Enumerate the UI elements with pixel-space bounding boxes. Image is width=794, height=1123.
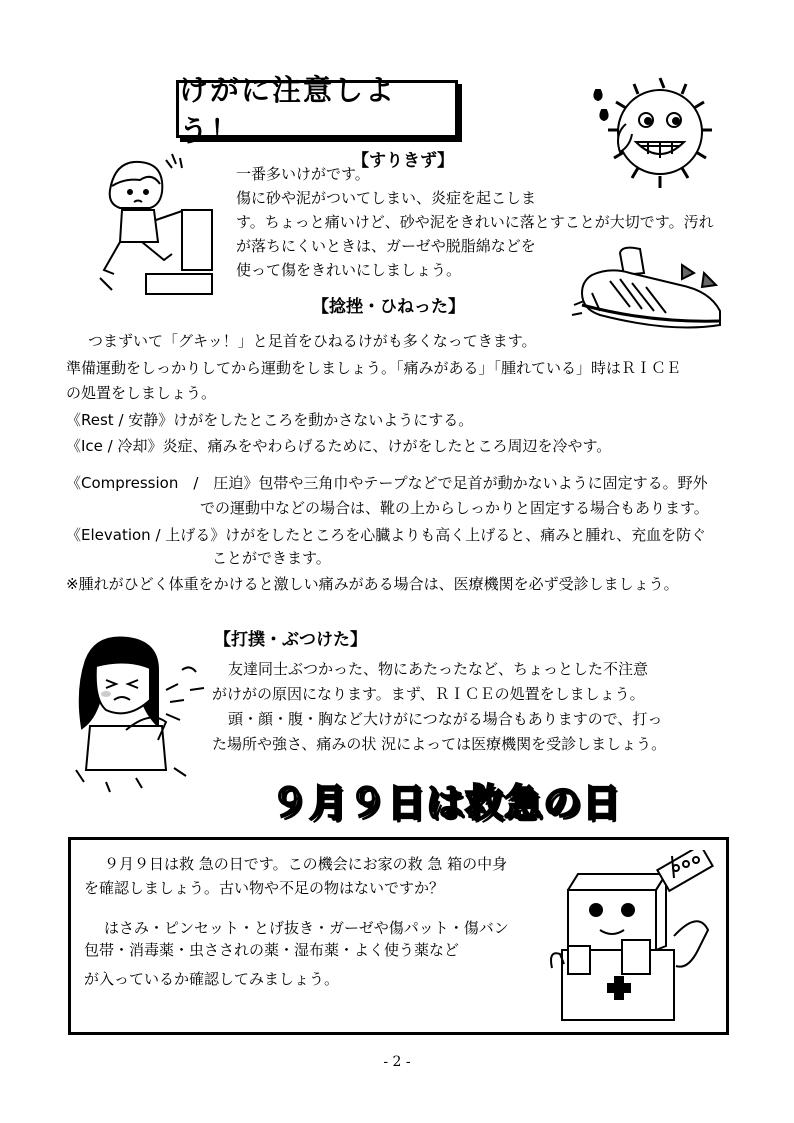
first-aid-kit-illustration bbox=[548, 850, 718, 1026]
page-title: けがに注意しよう！ bbox=[179, 73, 397, 148]
sprain-heading: 【捻挫・ひねった】 bbox=[312, 297, 465, 317]
bruise-line: 頭・顔・腹・胸など大けがにつながる場合もありますので、打っ bbox=[228, 710, 663, 728]
kit-line: を確認しましょう。古い物や不足の物はないですか？ bbox=[84, 879, 445, 897]
sneaker-illustration bbox=[570, 245, 730, 340]
sprain-line: 準備運動をしっかりしてから運動をしましょう。「痛みがある」「腫れている」時はＲＩＣＥ bbox=[66, 359, 682, 377]
kit-line: ９月９日は救 急の日です。この機会にお家の救 急 箱の中身 bbox=[104, 855, 508, 873]
sprain-line: ことができます。 bbox=[212, 549, 331, 567]
bruise-line: 友達同士ぶつかった、物にあたったなど、ちょっとした不注意 bbox=[228, 660, 649, 678]
sprain-line: での運動中などの場合は、靴の上からしっかりと固定する場合もあります。 bbox=[200, 499, 709, 517]
kit-line: 包帯・消毒薬・虫さされの薬・湿布薬・よく使う薬など bbox=[84, 941, 460, 959]
girl-scrape-illustration bbox=[80, 150, 230, 300]
sprain-line: の処置をしましょう。 bbox=[66, 384, 217, 402]
scrape-heading: 【すりきず】 bbox=[352, 151, 454, 171]
emergency-day-title: ９月９日は救急の日 bbox=[270, 781, 622, 825]
bruise-line: た場所や強さ、痛みの状 況によっては医療機関を受診しましょう。 bbox=[212, 735, 667, 753]
sprain-line: つまずいて「グキッ！」と足首をひねるけがも多くなってきます。 bbox=[88, 332, 537, 350]
sprain-line: 《Elevation / 上げる》けがをしたところを心臓よりも高く上げると、痛みと腫れ、充血を防ぐ bbox=[66, 526, 707, 544]
scrape-line: す。ちょっと痛いけど、砂や泥をきれいに落とすことが大切です。汚れ bbox=[236, 213, 714, 231]
kit-line: が入っているか確認してみましょう。 bbox=[84, 970, 340, 988]
sprain-line: 《Rest / 安静》けがをしたところを動かさないようにする。 bbox=[66, 411, 474, 429]
bruise-heading: 【打撲・ぶつけた】 bbox=[214, 630, 367, 650]
title-box bbox=[176, 73, 458, 148]
sun-face-illustration bbox=[590, 74, 720, 194]
scrape-line: 使って傷をきれいにしましょう。 bbox=[236, 261, 462, 279]
sprain-line: 《Compression / 圧迫》包帯や三角巾やテープなどで足首が動かないように固定する。野外 bbox=[66, 474, 708, 492]
page-number: - 2 - bbox=[383, 1054, 411, 1070]
scrape-line: 傷に砂や泥がついてしまい、炎症を起こしま bbox=[236, 189, 537, 207]
scrape-line: が落ちにくいときは、ガーゼや脱脂綿などを bbox=[236, 237, 536, 255]
sprain-line: 《Ice / 冷却》炎症、痛みをやわらげるために、けがをしたところ周辺を冷やす。 bbox=[66, 437, 612, 455]
kit-line: はさみ・ピンセット・とげ抜き・ガーゼや傷パット・傷バン bbox=[104, 919, 509, 937]
scrape-line: 一番多いけがです。 bbox=[236, 165, 370, 183]
girl-bruise-illustration bbox=[66, 630, 214, 800]
bruise-line: がけがの原因になります。まず、ＲＩＣＥの処置をしましょう。 bbox=[212, 685, 645, 703]
sprain-line: ※腫れがひどく体重をかけると激しい痛みがある場合は、医療機関を必ず受診しましょう。 bbox=[66, 575, 679, 593]
